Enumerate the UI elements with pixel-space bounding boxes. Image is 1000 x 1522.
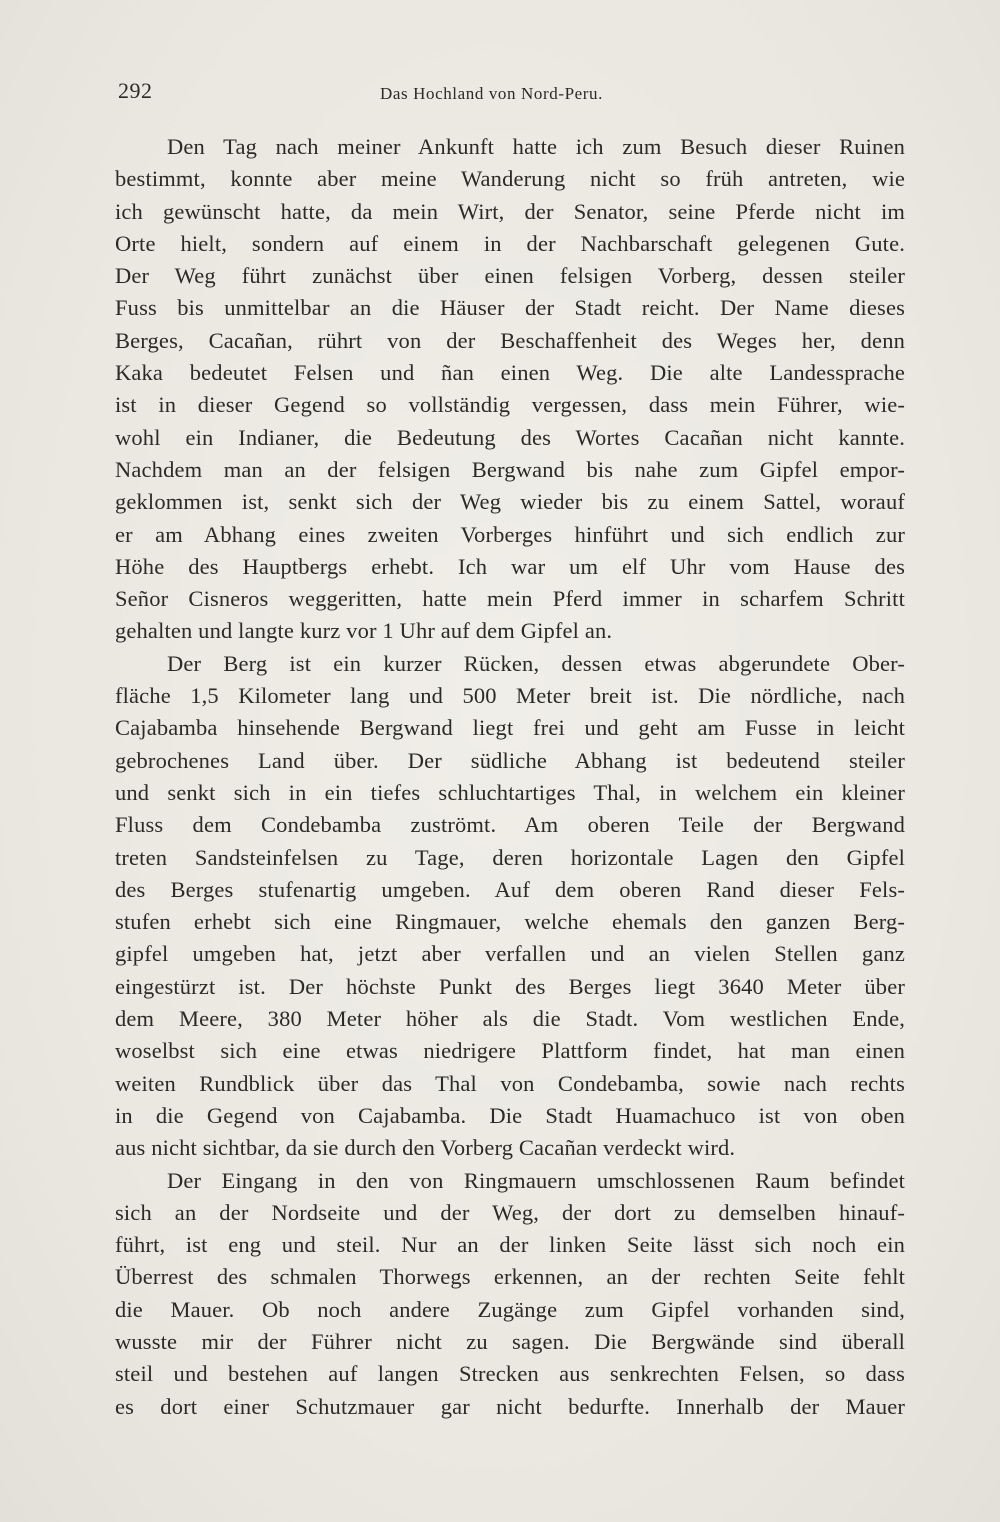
text-line: gebrochenes Land über. Der südliche Abhang ist bedeutend steiler — [115, 747, 905, 773]
page-number: 292 — [118, 78, 153, 103]
text-line: Der Weg führt zunächst über einen felsigen Vorberg, dessen steiler — [115, 263, 905, 289]
text-line: in die Gegend von Cajabamba. Die Stadt Huamachuco ist von oben — [115, 1102, 905, 1128]
text-line: wohl ein Indianer, die Bedeutung des Wortes Cacañan nicht kannte. — [115, 424, 905, 450]
text-line: bestimmt, konnte aber meine Wanderung nicht so früh antreten, wie — [115, 166, 905, 192]
text-line: Den Tag nach meiner Ankunft hatte ich zum Besuch dieser Ruinen — [167, 134, 905, 159]
text-line: des Berges stufenartig umgeben. Auf dem oberen Rand dieser Fels- — [115, 876, 905, 902]
text-line: wusste mir der Führer nicht zu sagen. Die Bergwände sind überall — [115, 1328, 905, 1354]
text-line: Berges, Cacañan, rührt von der Beschaffenheit des Weges her, denn — [115, 327, 905, 353]
text-line: Fuss bis unmittelbar an die Häuser der Stadt reicht. Der Name dieses — [115, 295, 905, 321]
text-line: die Mauer. Ob noch andere Zugänge zum Gipfel vorhanden sind, — [115, 1296, 905, 1322]
text-line: Kaka bedeutet Felsen und ñan einen Weg. Die alte Landessprache — [115, 360, 905, 386]
text-line: gipfel umgeben hat, jetzt aber verfallen und an vielen Stellen ganz — [115, 941, 905, 967]
running-title: Das Hochland von Nord-Peru. — [380, 84, 603, 103]
text-line: er am Abhang eines zweiten Vorberges hinführt und sich endlich zur — [115, 521, 905, 547]
text-line: sich an der Nordseite und der Weg, der dort zu demselben hinauf- — [115, 1199, 905, 1225]
text-line: Fluss dem Condebamba zuströmt. Am oberen Teile der Bergwand — [115, 812, 905, 838]
text-line: Der Berg ist ein kurzer Rücken, dessen etwas abgerundete Ober- — [167, 650, 905, 676]
text-line: es dort einer Schutzmauer gar nicht bedurfte. Innerhalb der Mauer — [115, 1393, 905, 1419]
text-line: woselbst sich eine etwas niedrigere Plattform findet, hat man einen — [115, 1038, 905, 1064]
text-line: stufen erhebt sich eine Ringmauer, welche ehemals den ganzen Berg- — [115, 909, 905, 935]
body-text — [115, 131, 905, 1423]
text-line: geklommen ist, senkt sich der Weg wieder bis zu einem Sattel, worauf — [115, 489, 905, 515]
text-line: steil und bestehen auf langen Strecken aus senkrechten Felsen, so dass — [115, 1361, 905, 1387]
text-line: Überrest des schmalen Thorwegs erkennen, an der rechten Seite fehlt — [115, 1264, 905, 1290]
page-header — [118, 78, 892, 108]
text-line: Señor Cisneros weggeritten, hatte mein Pferd immer in scharfem Schritt — [115, 586, 905, 612]
text-line: weiten Rundblick über das Thal von Condebamba, sowie nach rechts — [115, 1070, 905, 1096]
text-line: eingestürzt ist. Der höchste Punkt des Berges liegt 3640 Meter über — [115, 973, 905, 999]
text-line: Nachdem man an der felsigen Bergwand bis nahe zum Gipfel empor- — [115, 456, 905, 482]
text-line: ich gewünscht hatte, da mein Wirt, der Senator, seine Pferde nicht im — [115, 198, 905, 224]
text-line: führt, ist eng und steil. Nur an der linken Seite lässt sich noch ein — [115, 1232, 905, 1258]
text-line: Der Eingang in den von Ringmauern umschlossenen Raum befindet — [167, 1167, 905, 1193]
text-line: aus nicht sichtbar, da sie durch den Vorberg Cacañan verdeckt wird. — [115, 1135, 736, 1161]
text-line: Cajabamba hinsehende Bergwand liegt frei und geht am Fusse in leicht — [115, 715, 905, 741]
text-line: dem Meere, 380 Meter höher als die Stadt. Vom westlichen Ende, — [115, 1006, 905, 1032]
text-line: fläche 1,5 Kilometer lang und 500 Meter breit ist. Die nördliche, nach — [115, 683, 905, 709]
text-line: treten Sandsteinfelsen zu Tage, deren horizontale Lagen den Gipfel — [115, 844, 905, 870]
text-line: Höhe des Hauptbergs erhebt. Ich war um elf Uhr vom Hause des — [115, 553, 905, 579]
text-line: gehalten und langte kurz vor 1 Uhr auf dem Gipfel an. — [115, 618, 613, 644]
text-line: Orte hielt, sondern auf einem in der Nachbarschaft gelegenen Gute. — [115, 230, 905, 256]
text-line: ist in dieser Gegend so vollständig vergessen, dass mein Führer, wie- — [115, 392, 905, 418]
text-line: und senkt sich in ein tiefes schluchtartiges Thal, in welchem ein kleiner — [115, 779, 905, 805]
